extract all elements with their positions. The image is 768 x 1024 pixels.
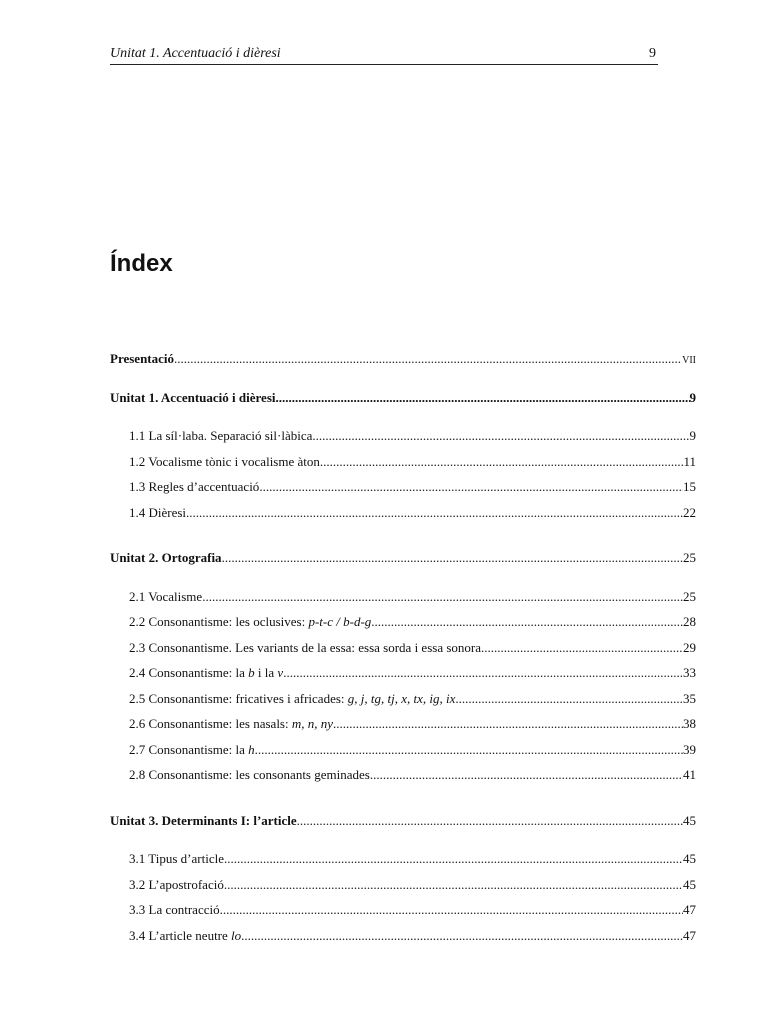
toc-leader-dots [224, 846, 683, 872]
toc-entry-page: 28 [683, 614, 696, 629]
toc-entry-label: 3.2 L’apostrofació [129, 876, 224, 892]
toc-leader-dots [259, 474, 683, 500]
toc-entry-label: 2.5 Consonantisme: fricatives i africades: g, j, tg, tj, x, tx, ig, ix [129, 690, 456, 706]
toc-chapter-unitat-1[interactable] [110, 385, 696, 411]
toc-entry-1-2[interactable] [110, 449, 696, 475]
toc-entry-1-4[interactable] [110, 500, 696, 526]
toc-entry-page: 47 [683, 902, 696, 917]
toc-leader-dots [312, 423, 689, 449]
toc-leader-dots [370, 762, 683, 788]
toc-entry-3-2[interactable] [110, 872, 696, 898]
toc-leader-dots [481, 635, 683, 661]
toc-leader-dots [174, 346, 682, 372]
toc-entry-label: 1.1 La síl·laba. Separació sil·làbica [129, 428, 313, 443]
toc-entry-label: 2.3 Consonantisme. Les variants de la essa: essa sorda i essa sonora [129, 639, 482, 655]
toc-entry-label: Presentació [110, 351, 175, 366]
toc-entry-label: 3.4 L’article neutre lo [129, 927, 242, 943]
toc-entry-page: 33 [683, 665, 696, 680]
toc-chapter-page: 9 [689, 389, 696, 405]
toc-leader-dots [276, 385, 690, 411]
toc-leader-dots [220, 897, 683, 923]
toc-entry-page: 45 [683, 851, 696, 866]
toc-entry-label: 2.1 Vocalisme [129, 588, 203, 604]
toc-leader-dots [297, 808, 683, 834]
toc-leader-dots [255, 737, 683, 763]
toc-leader-dots [186, 500, 683, 526]
toc-entry-page: VII [682, 355, 696, 366]
toc-entry-label: 2.4 Consonantisme: la b i la v [129, 665, 284, 680]
toc-entry-page: 29 [683, 639, 696, 655]
toc-entry-label: 3.3 La contracció [129, 902, 220, 917]
toc-leader-dots [202, 584, 683, 610]
toc-entry-3-3[interactable] [110, 897, 696, 923]
toc-entry-label: 1.4 Dièresi [129, 504, 187, 520]
toc-entry-page: 25 [683, 588, 696, 604]
toc-chapter-unitat-3[interactable] [110, 808, 696, 834]
toc-leader-dots [224, 872, 683, 898]
toc-entry-page: 15 [683, 479, 696, 494]
toc-entry-page: 41 [683, 767, 696, 782]
toc-leader-dots [320, 449, 684, 475]
table-of-contents [110, 346, 696, 948]
toc-entry-page: 9 [689, 428, 696, 443]
running-header [110, 46, 658, 65]
toc-entry-page: 39 [683, 741, 696, 757]
toc-entry-label: 2.7 Consonantisme: la h [129, 741, 255, 757]
toc-entry-1-1[interactable] [110, 423, 696, 449]
toc-leader-dots [455, 686, 683, 712]
running-header-title: Unitat 1. Accentuació i dièresi [110, 46, 281, 61]
toc-entry-label: 2.6 Consonantisme: les nasals: m, n, ny [129, 716, 334, 731]
toc-leader-dots [371, 609, 683, 635]
toc-entry-label: 1.3 Regles d’accentuació [129, 479, 260, 494]
toc-leader-dots [222, 545, 683, 571]
toc-entry-page: 11 [683, 453, 696, 469]
toc-entry-1-3[interactable] [110, 474, 696, 500]
toc-entry-label: 1.2 Vocalisme tònic i vocalisme àton [129, 453, 320, 469]
toc-entry-page: 35 [683, 690, 696, 706]
toc-entry-2-4[interactable] [110, 660, 696, 686]
toc-entry-page: 22 [683, 504, 696, 520]
toc-entry-page: 45 [683, 876, 696, 892]
toc-leader-dots [283, 660, 683, 686]
toc-entry-2-1[interactable] [110, 584, 696, 610]
toc-chapter-page: 45 [683, 812, 696, 828]
toc-chapter-label: Unitat 2. Ortografia [110, 550, 222, 565]
toc-chapter-label: Unitat 3. Determinants I: l’article [110, 812, 297, 828]
toc-entry-2-6[interactable] [110, 711, 696, 737]
toc-entry-2-3[interactable] [110, 635, 696, 661]
toc-entry-2-7[interactable] [110, 737, 696, 763]
toc-chapter-page: 25 [683, 550, 696, 565]
toc-chapter-label: Unitat 1. Accentuació i dièresi [110, 389, 276, 405]
toc-leader-dots [241, 923, 683, 949]
toc-entry-presentacio[interactable] [110, 346, 696, 372]
toc-entry-2-2[interactable] [110, 609, 696, 635]
page-title: Índex [110, 250, 173, 277]
running-header-page-number: 9 [649, 46, 656, 61]
toc-entry-2-5[interactable] [110, 686, 696, 712]
toc-entry-page: 47 [683, 927, 696, 943]
toc-chapter-unitat-2[interactable] [110, 545, 696, 571]
toc-leader-dots [333, 711, 683, 737]
toc-entry-label: 3.1 Tipus d’article [129, 851, 224, 866]
toc-entry-3-1[interactable] [110, 846, 696, 872]
toc-entry-3-4[interactable] [110, 923, 696, 949]
toc-entry-label: 2.8 Consonantisme: les consonants geminades [129, 767, 370, 782]
toc-entry-page: 38 [683, 716, 696, 731]
toc-entry-label: 2.2 Consonantisme: les oclusives: p-t-c / b-d-g [129, 614, 372, 629]
toc-entry-2-8[interactable] [110, 762, 696, 788]
